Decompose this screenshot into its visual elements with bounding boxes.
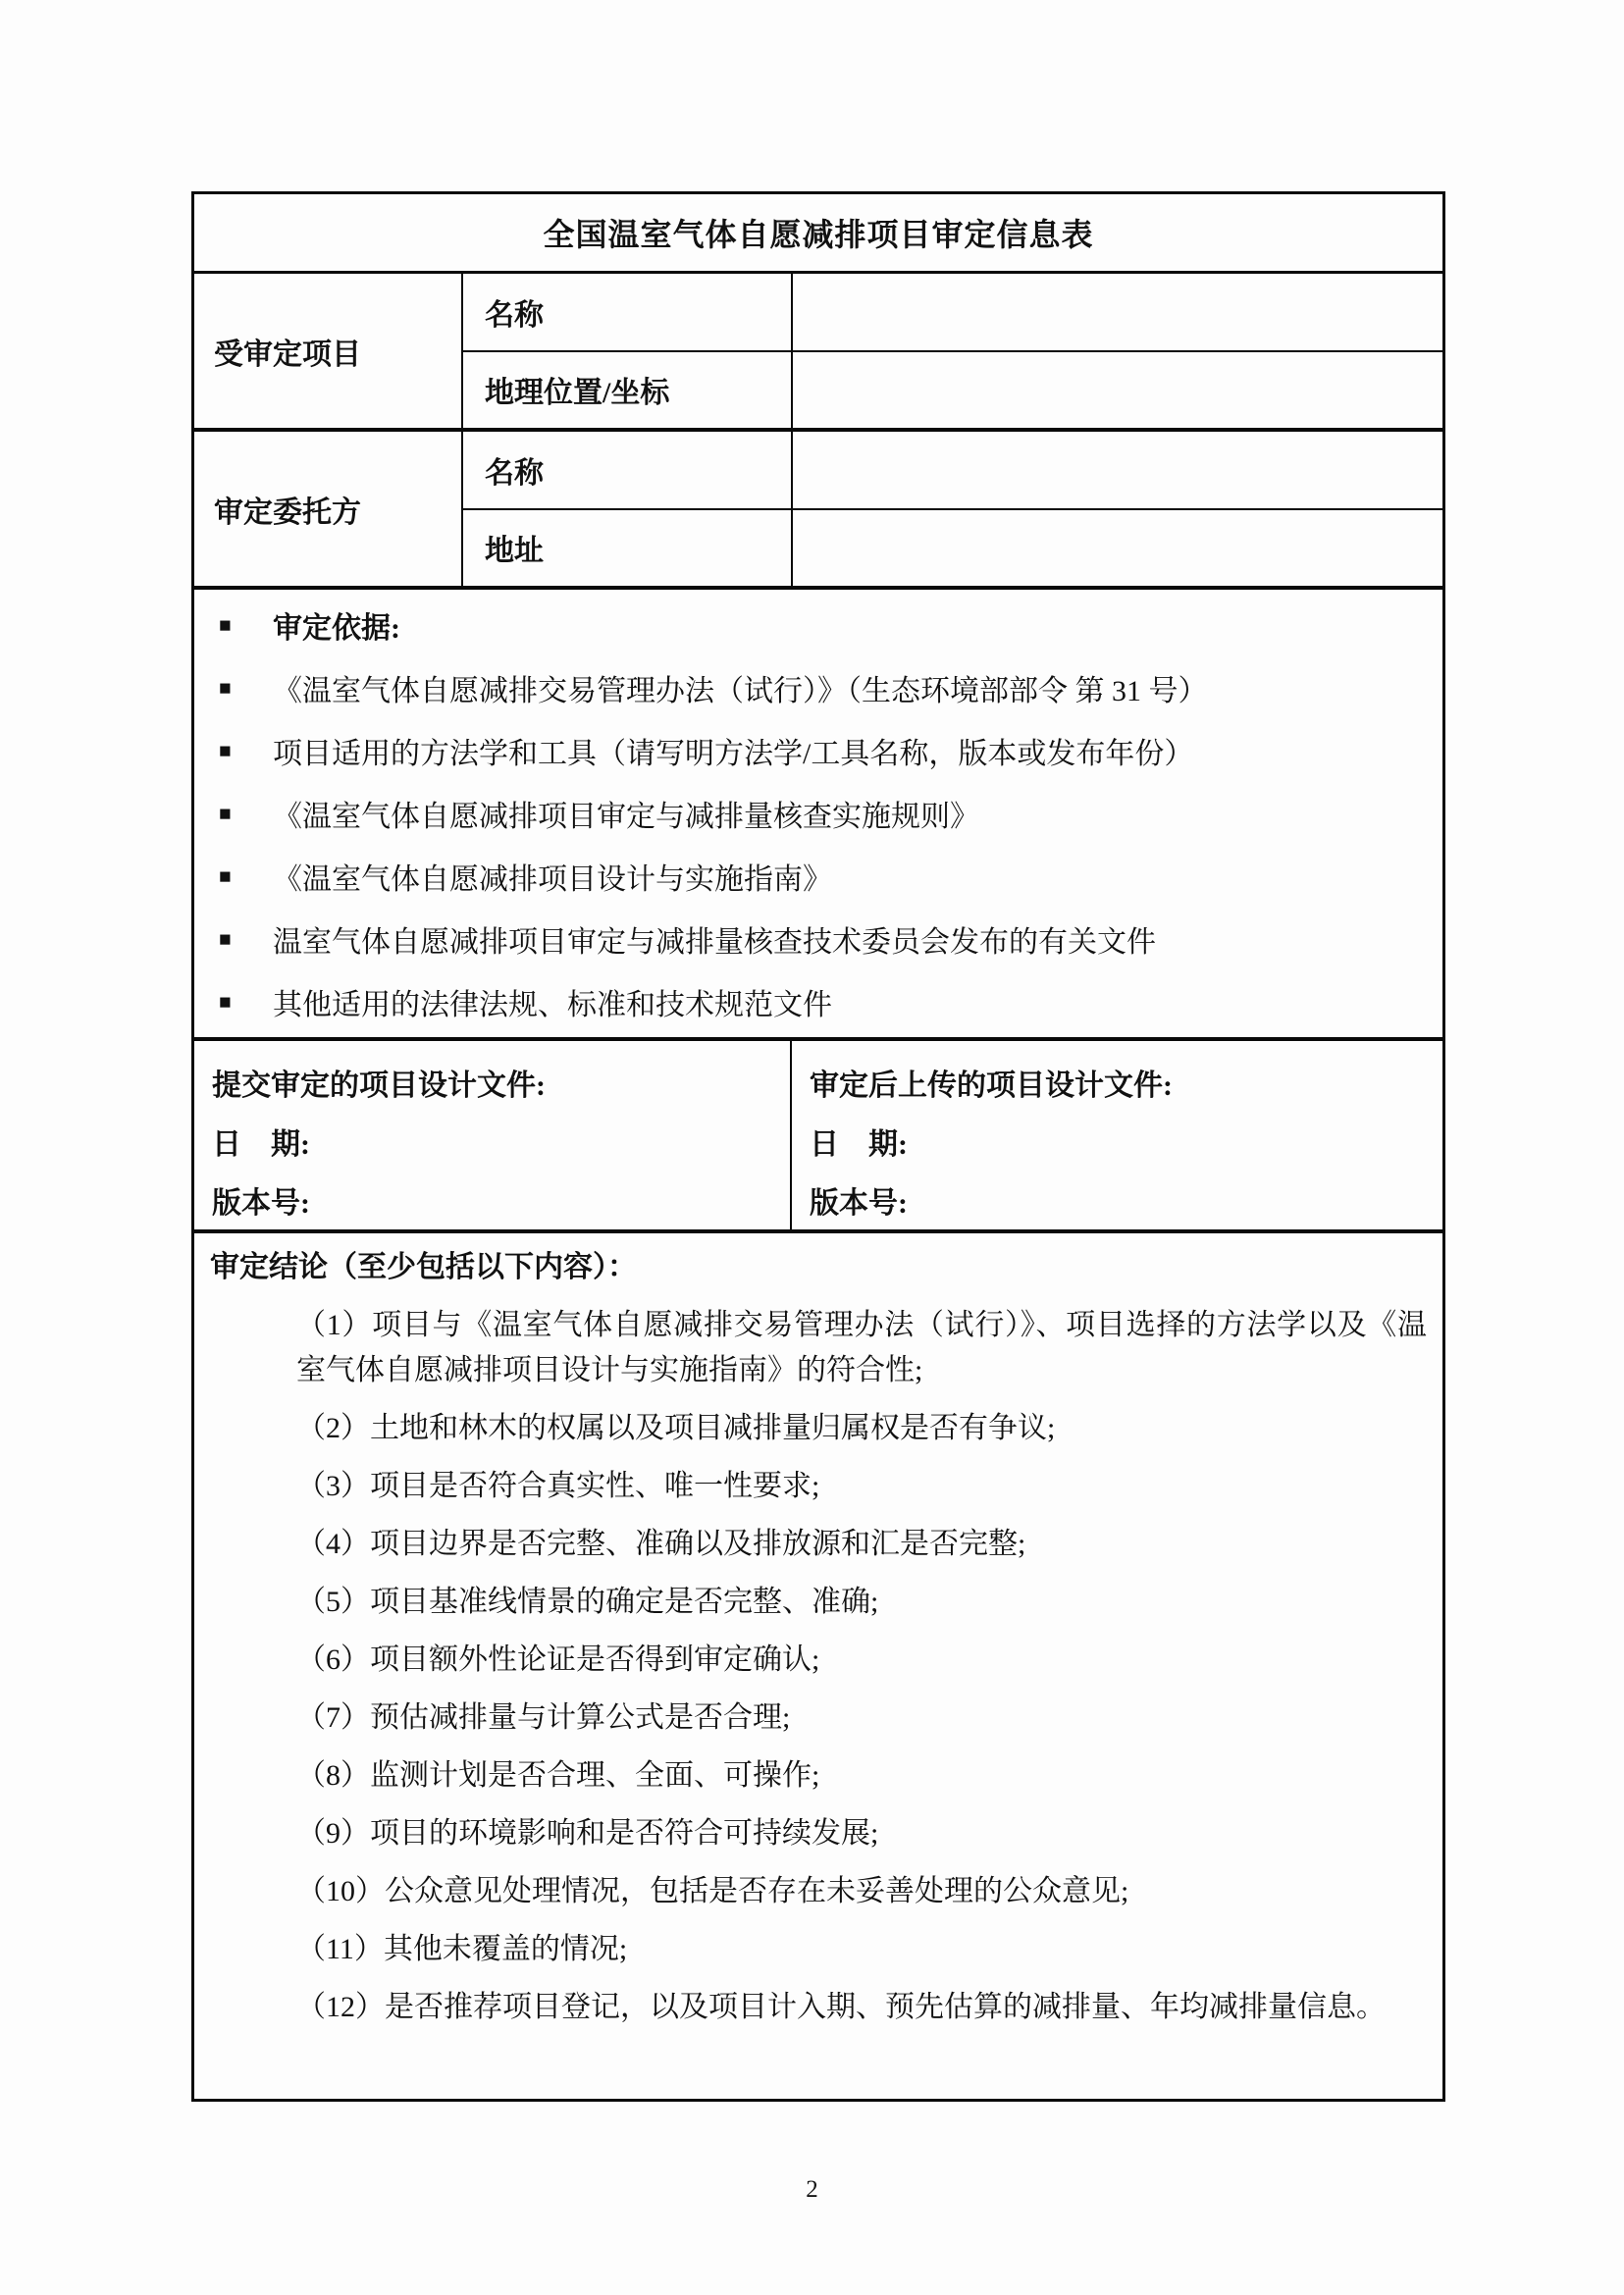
bullet-square-icon: ■	[219, 801, 232, 825]
basis-item	[194, 908, 1442, 970]
bullet-square-icon: ■	[219, 738, 232, 762]
basis-item-text: 项目适用的方法学和工具（请写明方法学/工具名称，版本或发布年份）	[273, 738, 1194, 770]
submitted-date-label: 日 期:	[212, 1128, 310, 1161]
conclusion-item-6: （6）项目额外性论证是否得到审定确认;	[296, 1643, 820, 1676]
basis-item	[194, 845, 1442, 908]
conclusion-item-10: （10）公众意见处理情况，包括是否存在未妥善处理的公众意见;	[296, 1875, 1129, 1907]
validation-conclusion-section	[194, 1229, 1442, 2099]
party-name-value-cell	[793, 432, 1442, 508]
validation-basis-section	[194, 586, 1442, 1037]
table-row	[463, 508, 1442, 587]
conclusion-item-1: （1）项目与《温室气体自愿减排交易管理办法（试行）》、项目选择的方法学以及《温室气体自愿减排项目设计与实施指南》的符合性;	[296, 1309, 1427, 1386]
conclusion-item-9: （9）项目的环境影响和是否符合可持续发展;	[296, 1817, 879, 1850]
basis-header-row	[194, 594, 1442, 656]
submitted-version-label: 版本号:	[212, 1187, 310, 1220]
uploaded-date-label: 日 期:	[810, 1128, 908, 1161]
conclusion-item-7: （7）预估减排量与计算公式是否合理;	[296, 1701, 791, 1734]
basis-item-text: 其他适用的法律法规、标准和技术规范文件	[273, 989, 832, 1021]
table-title: 全国温室气体自愿减排项目审定信息表	[194, 194, 1442, 274]
project-location-value-cell	[793, 352, 1442, 429]
bullet-square-icon: ■	[219, 675, 232, 700]
validation-info-table	[191, 191, 1445, 2102]
table-row	[463, 274, 1442, 350]
conclusion-item-5: （5）项目基准线情景的确定是否完整、准确;	[296, 1586, 879, 1618]
bullet-square-icon: ■	[219, 926, 232, 951]
entrusting-party-label: 审定委托方	[194, 432, 463, 586]
basis-item-text: 《温室气体自愿减排项目设计与实施指南》	[273, 863, 832, 896]
party-name-label: 名称	[463, 432, 793, 508]
party-address-value-cell	[793, 510, 1442, 587]
bullet-square-icon: ■	[219, 989, 232, 1014]
entrusting-party-section	[194, 432, 1442, 586]
conclusion-item-3: （3）项目是否符合真实性、唯一性要求;	[296, 1470, 820, 1502]
basis-item	[194, 970, 1442, 1033]
project-name-label: 名称	[463, 274, 793, 350]
basis-item	[194, 782, 1442, 845]
submitted-design-file-header: 提交审定的项目设计文件:	[212, 1069, 546, 1102]
table-row	[463, 350, 1442, 429]
conclusion-item-4: （4）项目边界是否完整、准确以及排放源和汇是否完整;	[296, 1528, 1026, 1560]
conclusion-item-8: （8）监测计划是否合理、全面、可操作;	[296, 1759, 820, 1792]
audited-project-label: 受审定项目	[194, 274, 463, 428]
uploaded-design-file-header: 审定后上传的项目设计文件:	[810, 1069, 1173, 1102]
uploaded-design-file-cell	[792, 1041, 1442, 1229]
basis-item	[194, 719, 1442, 782]
basis-item-text: 《温室气体自愿减排项目审定与减排量核查实施规则》	[273, 801, 979, 833]
basis-item-text: 《温室气体自愿减排交易管理办法（试行）》（生态环境部部令 第 31 号）	[273, 675, 1208, 707]
submitted-design-file-cell	[194, 1041, 792, 1229]
project-location-label: 地理位置/坐标	[463, 352, 793, 429]
conclusion-item-12: （12）是否推荐项目登记，以及项目计入期、预先估算的减排量、年均减排量信息。	[296, 1991, 1386, 2023]
page-number: 2	[806, 2176, 818, 2203]
uploaded-version-label: 版本号:	[810, 1187, 908, 1220]
project-name-value-cell	[793, 274, 1442, 350]
design-files-section	[194, 1037, 1442, 1229]
conclusion-header: 审定结论（至少包括以下内容）：	[210, 1251, 637, 1283]
conclusion-item-11: （11）其他未覆盖的情况;	[296, 1933, 628, 1965]
bullet-square-icon: ■	[219, 612, 232, 637]
bullet-square-icon: ■	[219, 863, 232, 888]
basis-item-text: 温室气体自愿减排项目审定与减排量核查技术委员会发布的有关文件	[273, 926, 1156, 959]
audited-project-section	[194, 274, 1442, 432]
basis-header: 审定依据:	[273, 612, 400, 645]
party-address-label: 地址	[463, 510, 793, 587]
table-row	[463, 432, 1442, 508]
conclusion-item-2: （2）土地和林木的权属以及项目减排量归属权是否有争议;	[296, 1412, 1056, 1444]
basis-item	[194, 656, 1442, 719]
